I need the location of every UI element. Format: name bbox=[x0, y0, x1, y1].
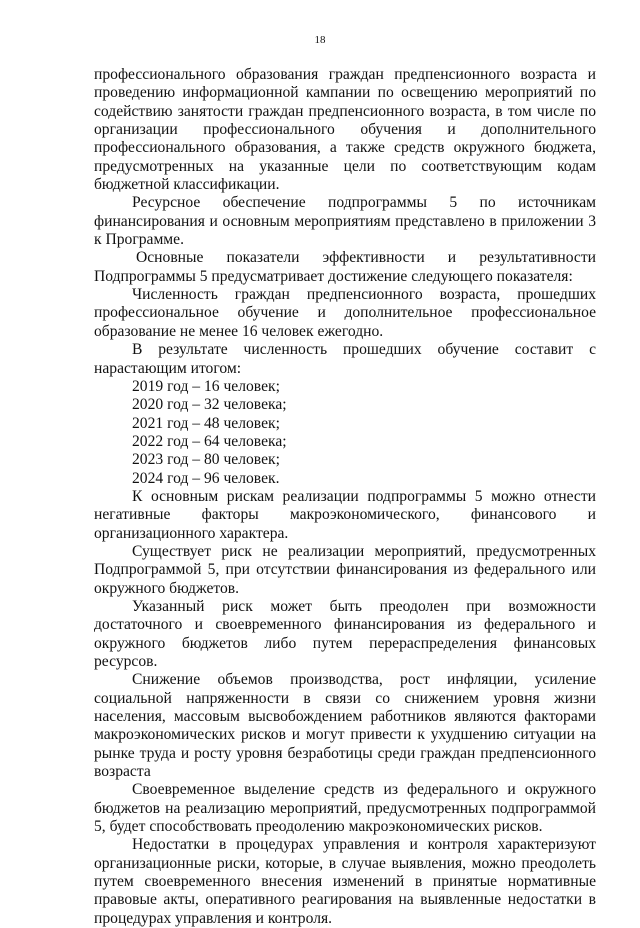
paragraph-key-indicators: Основные показатели эффективности и результативности Подпрограммы 5 предусматривает достижение следующего показателя: bbox=[94, 249, 596, 285]
paragraph-cumulative-result: В результате численность прошедших обучение составит с нарастающим итогом: bbox=[94, 341, 596, 377]
paragraph-organizational-risks: Недостатки в процедурах управления и контроля характеризуют организационные риски, которые, в случае выявления, можно преодолеть путем своевременного внесения изменений в принятые нормативные правовые акты, оперативного реагирования на выявленные недостатки в процедурах управления и контроля. bbox=[94, 836, 596, 927]
years-list bbox=[94, 378, 596, 488]
paragraph-main-risks: К основным рискам реализации подпрограммы 5 можно отнести негативные факторы макроэкономического, финансового и организационного характера. bbox=[94, 487, 596, 542]
paragraph-timely-funding: Своевременное выделение средств из федерального и окружного бюджетов на реализацию мероприятий, предусмотренных подпрограммой 5, будет способствовать преодолению макроэкономических рисков. bbox=[94, 781, 596, 836]
paragraph-indicator-count: Численность граждан предпенсионного возраста, прошедших профессиональное обучение и дополнительное профессиональное образование не менее 16 человек ежегодно. bbox=[94, 286, 596, 340]
list-item: 2021 год – 48 человек; bbox=[132, 414, 280, 432]
paragraph-macroeconomic-factors: Снижение объемов производства, рост инфляции, усиление социальной напряженности в связи со снижением уровня жизни населения, массовым высвобождением работников являются факторами макроэкономических рисков и могут привести к ухудшению ситуации на рынке труда и росту уровня безработицы среди граждан предпенсионного возраста bbox=[94, 671, 596, 781]
list-item: 2022 год – 64 человека; bbox=[132, 432, 287, 450]
page-number: 18 bbox=[314, 34, 326, 46]
list-item: 2019 год – 16 человек; bbox=[132, 377, 280, 395]
list-item: 2024 год – 96 человек. bbox=[132, 469, 280, 487]
document-body bbox=[94, 66, 596, 928]
paragraph-funding-continued: профессионального образования граждан предпенсионного возраста и проведению информационной кампании по освещению мероприятий по содействию занятости граждан предпенсионного возраста, в том числе по организации профессионального обучения и дополнительного профессионального образования, а также средств окружного бюджета, предусмотренных на указанные цели по соответствующим кодам бюджетной классификации. bbox=[94, 66, 596, 194]
list-item: 2023 год – 80 человек; bbox=[132, 451, 280, 469]
list-item: 2020 год – 32 человека; bbox=[132, 396, 287, 414]
paragraph-risk-mitigation: Указанный риск может быть преодолен при возможности достаточного и своевременного финансирования из федерального и окружного бюджетов либо путем перераспределения финансовых ресурсов. bbox=[94, 597, 596, 670]
paragraph-non-implementation-risk: Существует риск не реализации мероприятий, предусмотренных Подпрограммой 5, при отсутствии финансирования из федерального или окружного бюджетов. bbox=[94, 542, 596, 597]
paragraph-resource-provision: Ресурсное обеспечение подпрограммы 5 по источникам финансирования и основным мероприятиям представлено в приложении 3 к Программе. bbox=[94, 194, 596, 249]
